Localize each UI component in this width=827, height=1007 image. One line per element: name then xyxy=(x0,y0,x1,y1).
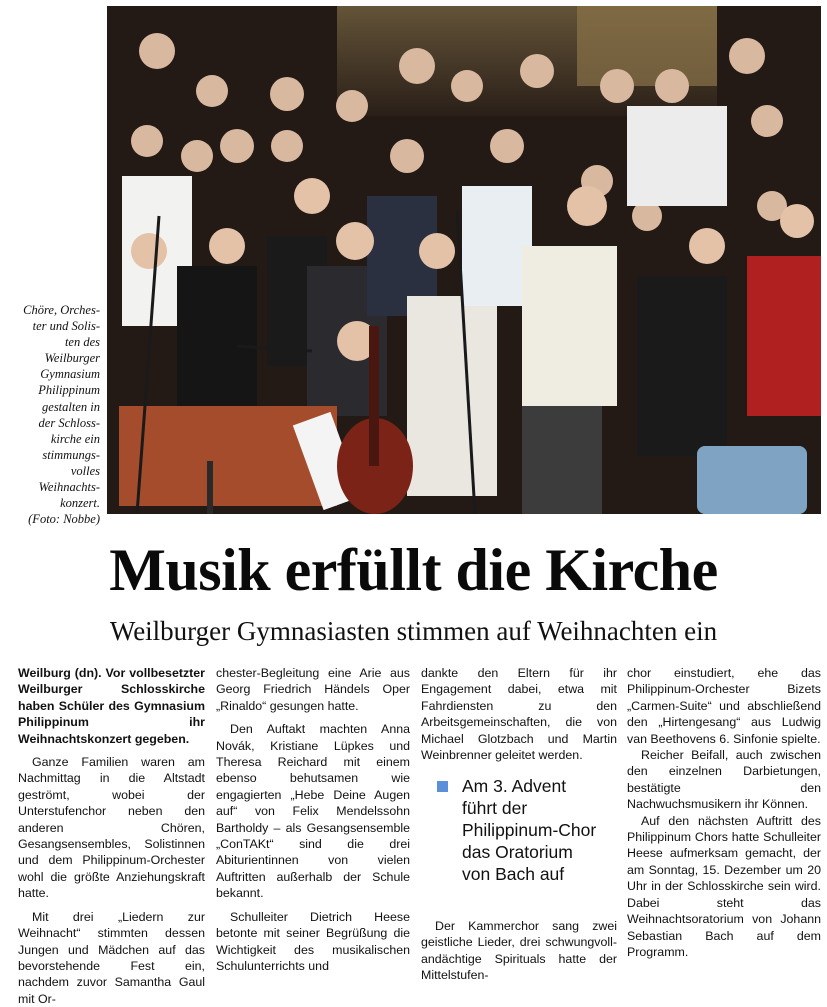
caption-line: gestalten in xyxy=(42,399,100,414)
pull-quote-line: führt der xyxy=(462,798,528,818)
article-paragraph: Mit drei „Liedern zur Weihnacht“ stimmten dessen Jungen und Mädchen auf das bevorstehende Fest ein, nachdem zuvor Samantha Gaul mit Or- xyxy=(18,909,205,1006)
pull-quote-line: von Bach auf xyxy=(462,864,565,884)
pull-quote-line: Philippinum-Chor xyxy=(462,820,597,840)
blue-chair xyxy=(697,446,807,514)
article-paragraph: Reicher Beifall, auch zwischen den einzelnen Darbietungen, bestätigte den Nachwuchsmusikern ihr Können. xyxy=(627,748,821,812)
caption-credit: (Foto: Nobbe) xyxy=(28,512,100,527)
caption-line: Weilburger xyxy=(44,351,100,366)
article-column-3 xyxy=(421,665,617,763)
caption-line: volles xyxy=(70,463,100,478)
pull-quote-line: das Oratorium xyxy=(462,842,573,862)
article-column-3-bottom xyxy=(421,918,617,984)
caption-line: Gymnasium xyxy=(40,367,100,382)
photo-caption xyxy=(4,302,100,527)
article-paragraph: Schulleiter Dietrich Heese betonte mit seiner Begrüßung die Wichtigkeit des musikalischen Schulunterrichts und xyxy=(216,909,410,973)
caption-line: kirche ein xyxy=(50,431,100,446)
article-column-2 xyxy=(216,665,410,974)
concert-photo xyxy=(107,6,821,514)
article-paragraph: Der Kammerchor sang zwei geistliche Lieder, drei schwungvoll-andächtige Spirituals hatte der Mittelstufen- xyxy=(421,919,617,983)
article-headline: Musik erfüllt die Kirche xyxy=(109,537,718,603)
caption-line: konzert. xyxy=(60,496,100,511)
article-lead: Weilburg (dn). Vor vollbesetzter Weilburger Schlosskirche haben Schüler des Gymnasium Philippinum ihr Weihnachtskonzert gegeben. xyxy=(18,666,205,746)
article-subheadline: Weilburger Gymnasiasten stimmen auf Weihnachten ein xyxy=(109,616,718,646)
caption-line: Weihnachts- xyxy=(38,480,100,495)
caption-line: der Schloss- xyxy=(38,415,100,430)
article-paragraph: Den Auftakt machten Anna Novák, Kristiane Lüpkes und Theresa Reichard mit einem ebenso behutsamen wie engagierten „Hebe Deine Augen auf“ von Felix Mendelssohn Bartholdy – als Gesangsensemble „ConTAKt“ sind die drei Abiturientinnen von vielen Auftritten außerhalb der Schule bekannt. xyxy=(216,722,410,901)
caption-line: ter und Solis- xyxy=(32,319,100,334)
square-bullet-icon xyxy=(437,781,448,792)
article-paragraph: chor einstudiert, ehe das Philippinum-Orchester Bizets „Carmen-Suite“ und abschließend den „Hirtengesang“ aus Ludwig van Beethovens 6. Sinfonie spielte. xyxy=(627,666,821,746)
article-paragraph: Ganze Familien waren am Nachmittag in die Altstadt geströmt, wobei der Unterstufenchor neben den anderen Chören, Gesangsensembles, Solistinnen und dem Philippinum-Orchester wohl die größte Anziehungskraft hatte. xyxy=(18,755,205,901)
article-paragraph: chester-Begleitung eine Arie aus Georg Friedrich Händels Oper „Rinaldo“ gesungen hatte. xyxy=(216,666,410,713)
pull-quote xyxy=(437,775,617,885)
choir-illustration xyxy=(107,6,821,514)
article-column-4 xyxy=(627,665,821,960)
article-paragraph: dankte den Eltern für ihr Engagement dabei, etwa mit Fahrdiensten zu den Arbeitsgemeinschaften, die von Michael Glotzbach und Martin Weinbrenner geleitet werden. xyxy=(421,666,617,763)
caption-line: stimmungs- xyxy=(42,447,100,462)
caption-line: Philippinum xyxy=(38,383,100,398)
article-column-1 xyxy=(18,665,205,1007)
caption-line: ten des xyxy=(64,335,100,350)
caption-line: Chöre, Orches- xyxy=(23,303,100,317)
music-stand xyxy=(119,406,361,514)
pull-quote-line: Am 3. Advent xyxy=(462,776,567,796)
article-paragraph: Auf den nächsten Auftritt des Philippinum Chors hatte Schulleiter Heese aufmerksam gemacht, der am Sonntag, 15. Dezember um 20 Uhr in der Schlosskirche sein wird. Dabei steht das Weihnachtsoratorium von Johann Sebastian Bach auf dem Programm. xyxy=(627,813,821,959)
